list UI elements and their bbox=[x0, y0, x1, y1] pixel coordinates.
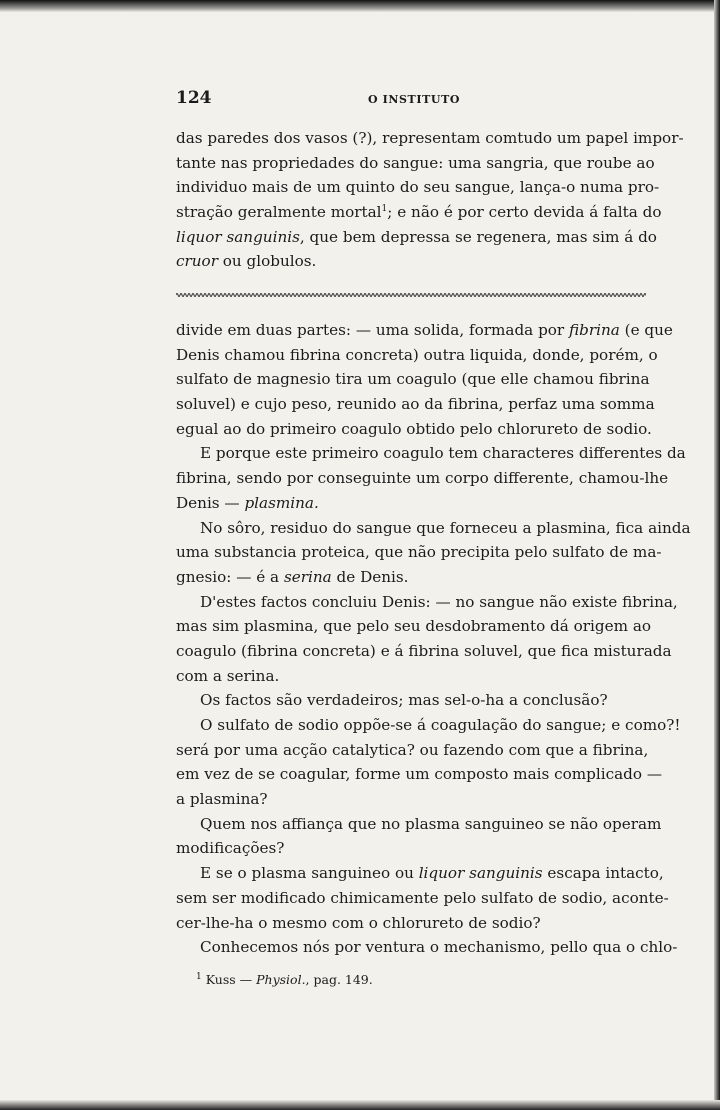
wavy-separator-rule bbox=[176, 291, 646, 299]
text-line: gnesio: — é a serina de Denis. bbox=[176, 567, 409, 586]
text-line: das paredes dos vasos (?), representam comtudo um papel impor- bbox=[176, 129, 684, 147]
page-number: 124 bbox=[176, 88, 212, 108]
text-line: cruor ou globulos. bbox=[176, 252, 317, 271]
text-line: O sulfato de sodio oppõe-se á coagulação do sangue; e como?! bbox=[200, 716, 681, 734]
text-line: divide em duas partes: — uma solida, formada por fibrina (e que bbox=[176, 321, 673, 339]
top-paragraph bbox=[176, 126, 684, 274]
footnote: $^1$ Kuss — Physiol., pag. 149. bbox=[196, 971, 373, 987]
scan-edge-top bbox=[0, 0, 720, 12]
text-line: Conhecemos nós por ventura o mechanismo, pello qua o chlo- bbox=[200, 938, 678, 957]
text-line: em vez de se coagular, forme um composto mais complicado — bbox=[176, 765, 663, 784]
footnote-reference: 1 bbox=[381, 204, 388, 214]
text-line: E porque este primeiro coagulo tem characteres differentes da bbox=[200, 444, 686, 463]
text-line: Denis chamou fibrina concreta) outra liquida, donde, porém, o bbox=[176, 345, 658, 364]
text-line: com a serina. bbox=[176, 666, 280, 685]
text-line: liquor sanguinis, que bem depressa se regenera, mas sim á do bbox=[176, 227, 657, 246]
main-text bbox=[176, 318, 691, 960]
text-line: soluvel) e cujo peso, reunido ao da fibrina, perfaz uma somma bbox=[176, 395, 655, 414]
page-header bbox=[176, 88, 646, 114]
text-line: sulfato de magnesio tira um coagulo (que elle chamou fibrina bbox=[176, 370, 650, 389]
text-line: stração geralmente mortal$^1$; e não é por certo devida á falta do bbox=[176, 203, 662, 222]
text-line: individuo mais de um quinto do seu sangue, lança-o numa pro- bbox=[176, 178, 660, 197]
text-line: E se o plasma sanguineo ou liquor sanguinis escapa intacto, bbox=[200, 864, 664, 883]
text-line: cer-lhe-ha o mesmo com o chlorureto de sodio? bbox=[176, 913, 541, 932]
text-line: Denis — plasmina. bbox=[176, 493, 319, 512]
running-title: O INSTITUTO bbox=[368, 93, 461, 106]
scan-edge-bottom bbox=[0, 1100, 720, 1110]
text-line: uma substancia proteica, que não precipita pelo sulfato de ma- bbox=[176, 543, 662, 562]
text-line: D'estes factos concluiu Denis: — no sangue não existe fibrina, bbox=[200, 592, 678, 611]
scan-edge-right bbox=[714, 0, 720, 1110]
text-line: fibrina, sendo por conseguinte um corpo differente, chamou-lhe bbox=[176, 469, 669, 488]
text-line: Os factos são verdadeiros; mas sel-o-ha a conclusão? bbox=[200, 691, 608, 710]
text-line: a plasmina? bbox=[176, 790, 268, 809]
text-line: será por uma acção catalytica? ou fazendo com que a fibrina, bbox=[176, 740, 649, 759]
text-line: modificações? bbox=[176, 839, 285, 858]
text-line: mas sim plasmina, que pelo seu desdobramento dá origem ao bbox=[176, 617, 652, 636]
text-line: sem ser modificado chimicamente pelo sulfato de sodio, aconte- bbox=[176, 888, 669, 907]
text-line: Quem nos affiança que no plasma sanguineo se não operam bbox=[200, 814, 662, 833]
footnote-marker: 1 bbox=[196, 971, 202, 982]
text-line: tante nas propriedades do sangue: uma sangria, que roube ao bbox=[176, 153, 655, 172]
text-line: egual ao do primeiro coagulo obtido pelo chlorureto de sodio. bbox=[176, 419, 652, 438]
text-line: No sôro, residuo do sangue que forneceu a plasmina, fica ainda bbox=[200, 518, 691, 537]
text-line: coagulo (fibrina concreta) e á fibrina soluvel, que fica misturada bbox=[176, 641, 672, 660]
